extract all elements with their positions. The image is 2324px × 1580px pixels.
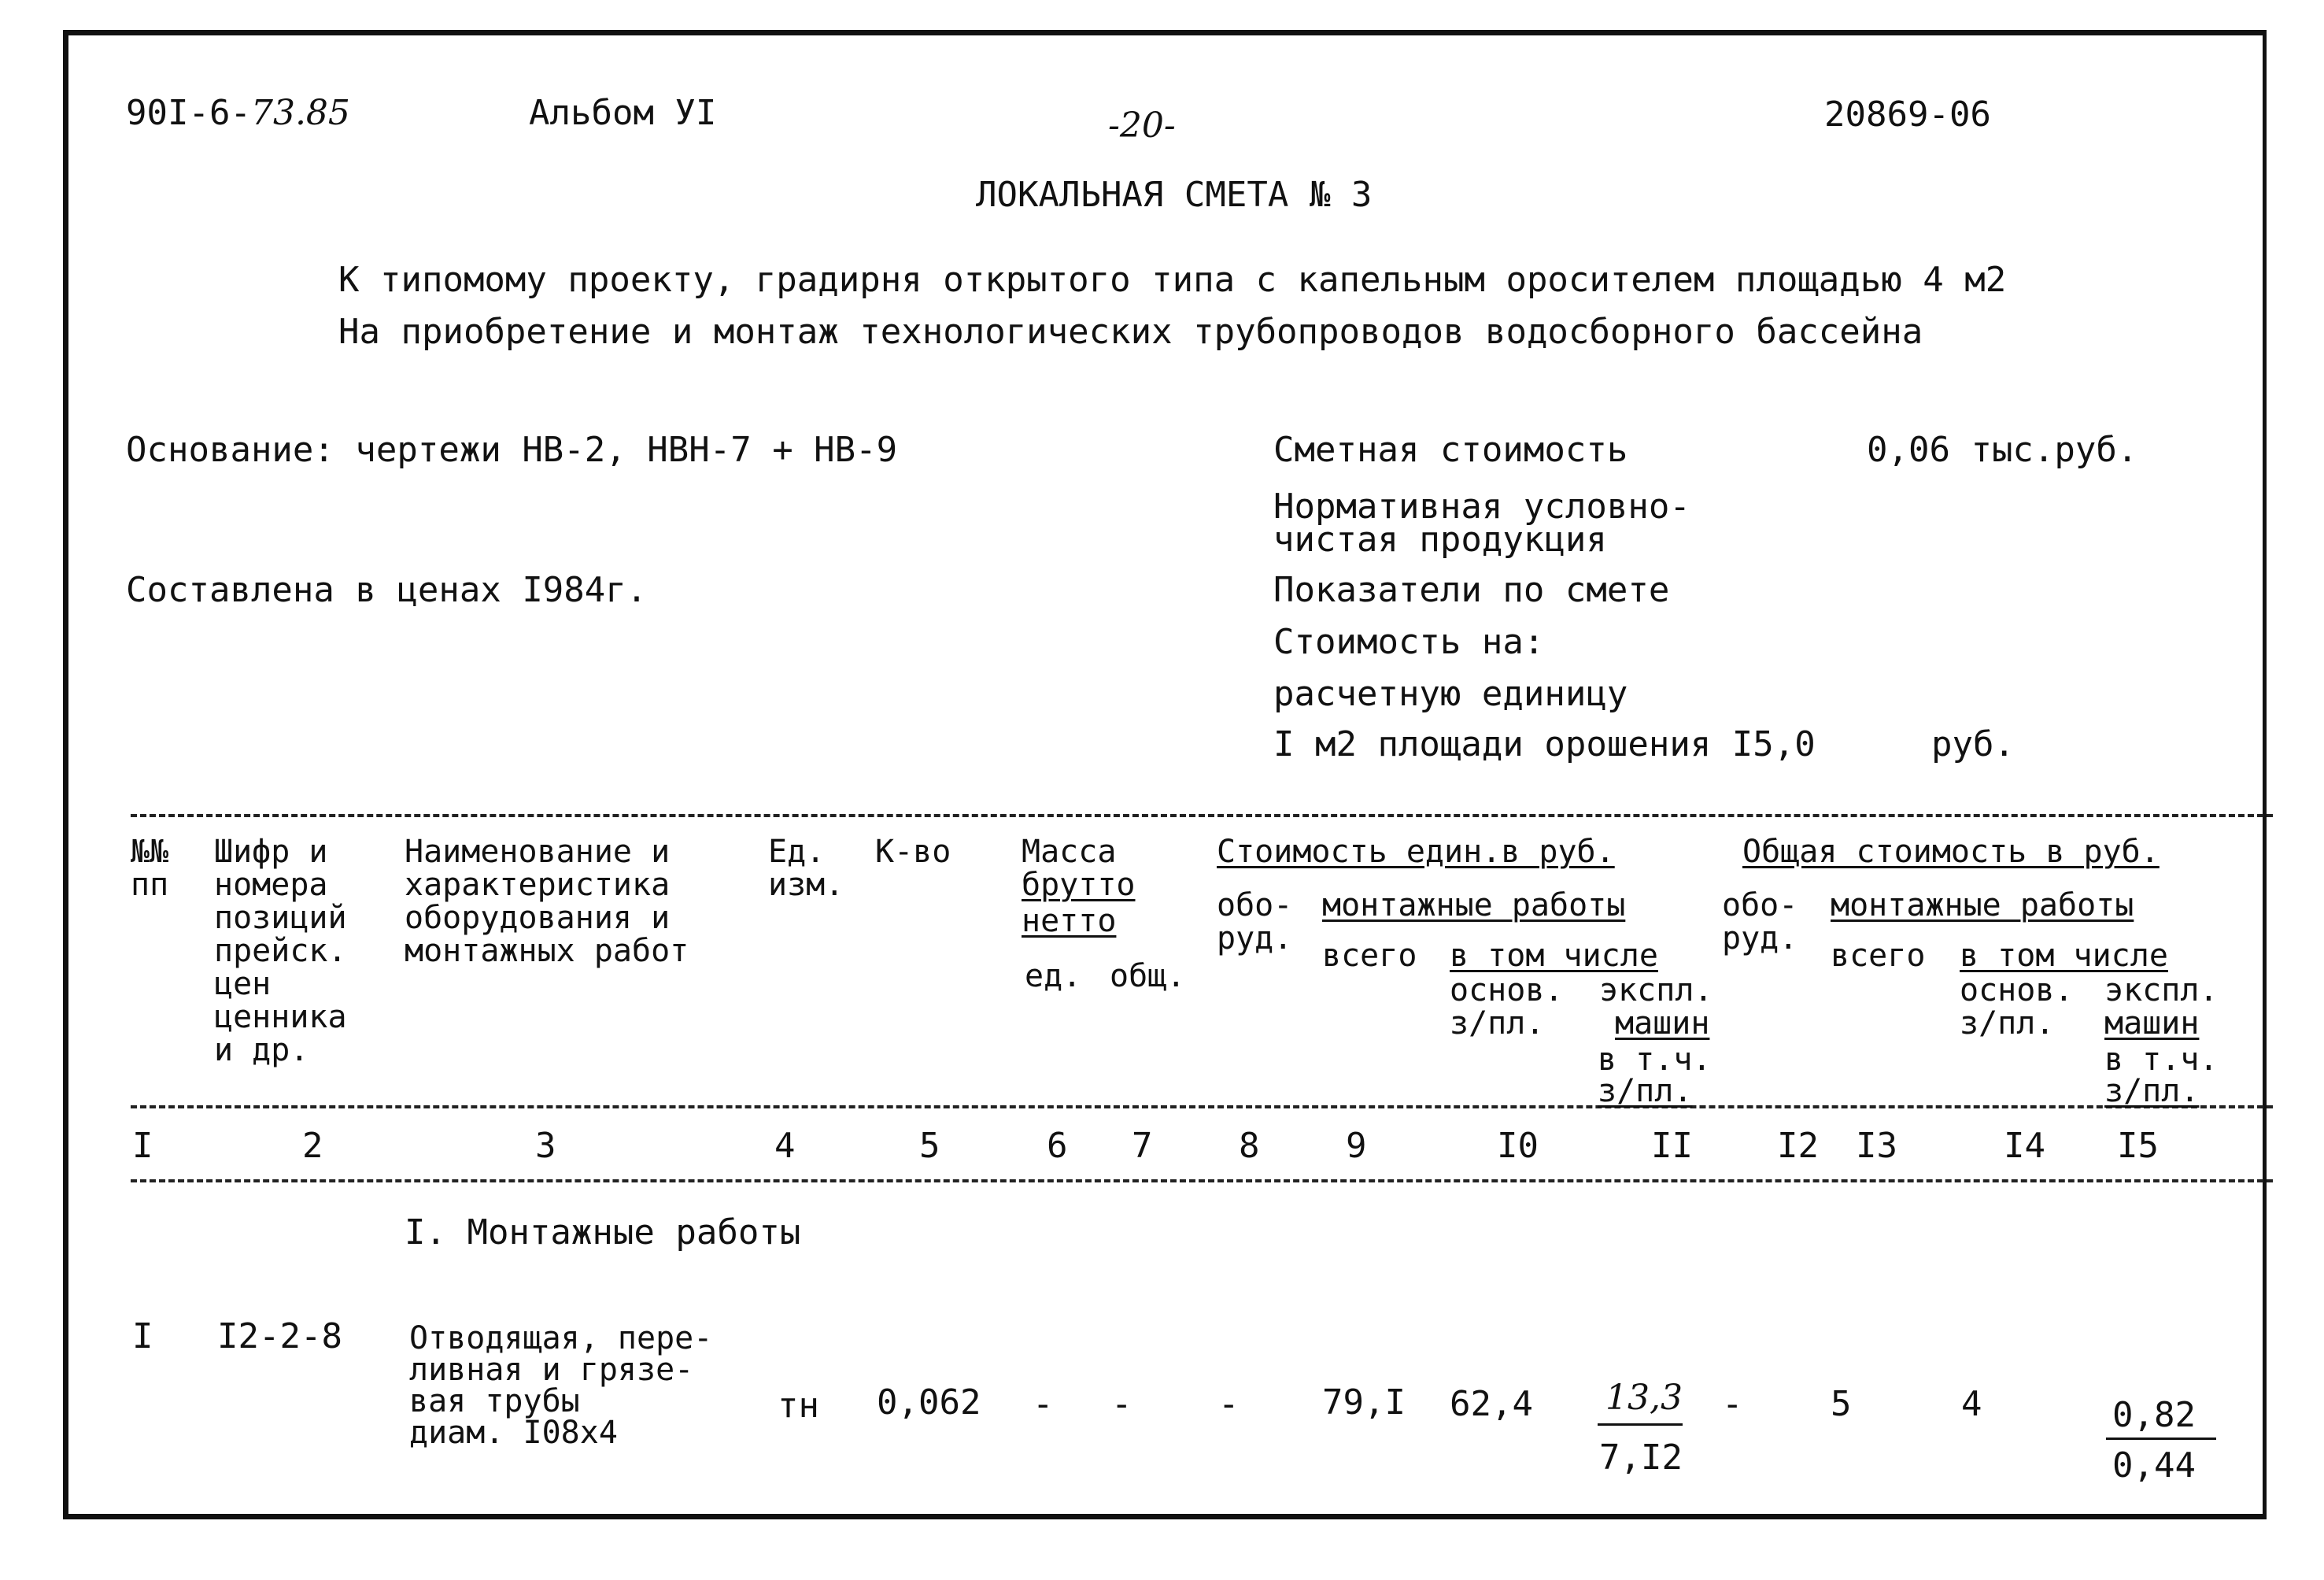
header-base-pay-1: основ. <box>1450 972 1564 1008</box>
column-number: 6 <box>1047 1126 1068 1166</box>
column-number: 9 <box>1346 1126 1367 1166</box>
column-numbers-rule <box>131 1179 2273 1182</box>
column-number: 8 <box>1239 1126 1260 1166</box>
header-base-pay-2b: з/пл. <box>1960 1005 2055 1042</box>
row-name-line: ливная и грязе- <box>409 1352 694 1388</box>
row-number: I <box>132 1316 153 1356</box>
header-equip-2b: руд. <box>1722 920 1798 957</box>
header-netto: нетто <box>1022 903 1117 939</box>
basis-text: Основание: чертежи НВ-2, НВН-7 + НВ-9 <box>126 430 898 470</box>
header-incl-pay-1: в т.ч. <box>1598 1042 1712 1078</box>
header-incl-pay-2b: з/пл. <box>2104 1073 2200 1109</box>
row-col-13: 5 <box>1831 1384 1852 1424</box>
row-unit: тн <box>778 1386 819 1426</box>
column-number: I0 <box>1497 1126 1539 1166</box>
area-label: I м2 площади орошения I5,0 <box>1273 724 1816 764</box>
header-mach-2: экспл. <box>2104 972 2219 1008</box>
row-code: I2-2-8 <box>217 1316 342 1356</box>
row-col-10: 62,4 <box>1450 1384 1533 1424</box>
row-col-14: 4 <box>1961 1384 1982 1424</box>
row-col-12: - <box>1722 1384 1743 1424</box>
normative-label-1: Нормативная условно- <box>1273 487 1690 527</box>
row-col-11-divider <box>1598 1423 1683 1426</box>
header-incl-pay-1b: з/пл. <box>1598 1073 1693 1109</box>
column-number: I5 <box>2117 1126 2159 1166</box>
header-bottom-rule <box>131 1105 2273 1108</box>
header-equip-1: обо- <box>1217 887 1293 923</box>
subtitle-line-1: К типомому проекту, градирня открытого типа с капельным оросителем площадью 4 м2 <box>338 260 2007 300</box>
indicators-label: Показатели по смете <box>1273 570 1670 610</box>
document-code: 90I-6-73.85 <box>126 93 350 133</box>
header-all-2: всего <box>1831 938 1926 974</box>
header-equip-1b: руд. <box>1217 920 1293 957</box>
column-number: 3 <box>535 1126 556 1166</box>
subtitle-line-2: На приобретение и монтаж технологических трубопроводов водосборного бассейна <box>338 312 1923 352</box>
row-col-7: - <box>1111 1384 1132 1424</box>
table-top-rule <box>131 814 2273 817</box>
row-name-line: вая трубы <box>409 1383 580 1419</box>
header-all-1: всего <box>1322 938 1417 974</box>
column-number: I4 <box>2004 1126 2045 1166</box>
header-base-pay-1b: з/пл. <box>1450 1005 1545 1042</box>
row-col-11-bottom: 7,I2 <box>1599 1438 1683 1478</box>
header-mount-2: монтажные работы <box>1831 887 2134 923</box>
normative-label-2: чистая продукция <box>1273 520 1607 560</box>
row-col-15-top: 0,82 <box>2112 1395 2196 1435</box>
row-quantity: 0,062 <box>877 1382 981 1423</box>
unit-label: расчетную единицу <box>1273 674 1628 714</box>
column-number: I <box>132 1126 153 1166</box>
header-base-pay-2: основ. <box>1960 972 2074 1008</box>
estimated-cost-value: 0,06 тыс.руб. <box>1867 430 2138 470</box>
cost-for-label: Стоимость на: <box>1273 622 1545 662</box>
page-frame <box>63 30 2267 1519</box>
header-mach-2b: машин <box>2104 1005 2200 1042</box>
header-mass-total: общ. <box>1110 958 1186 994</box>
header-mass: Масса <box>1022 834 1117 870</box>
album-label: Альбом УI <box>529 93 717 133</box>
row-col-9: 79,I <box>1322 1382 1406 1423</box>
header-col-5: К-во <box>875 834 951 870</box>
doc-number: 20869-06 <box>1824 94 1991 135</box>
header-mount-1: монтажные работы <box>1322 887 1626 923</box>
column-number: 4 <box>774 1126 796 1166</box>
area-unit: руб. <box>1931 724 2015 764</box>
row-col-8: - <box>1218 1384 1240 1424</box>
row-name-line: диам. I08x4 <box>409 1415 618 1451</box>
header-incl-1: в том числе <box>1450 938 1658 974</box>
column-number: 7 <box>1132 1126 1153 1166</box>
row-col-11-top: 13,3 <box>1605 1378 1683 1418</box>
column-number: I3 <box>1856 1126 1897 1166</box>
prices-text: Составлена в ценах I984г. <box>126 570 648 610</box>
column-number: II <box>1651 1126 1693 1166</box>
header-total-cost: Общая стоимость в руб. <box>1742 834 2160 870</box>
section-title: I. Монтажные работы <box>405 1212 801 1253</box>
column-number: 2 <box>302 1126 323 1166</box>
column-number: 5 <box>919 1126 940 1166</box>
estimated-cost-label: Сметная стоимость <box>1273 430 1628 470</box>
header-mach-1: экспл. <box>1599 972 1713 1008</box>
header-brutto: брутто <box>1022 867 1136 903</box>
header-incl-pay-2: в т.ч. <box>2104 1042 2219 1078</box>
column-number: I2 <box>1777 1126 1819 1166</box>
header-equip-2: обо- <box>1722 887 1798 923</box>
page-number: -20- <box>1108 105 1176 146</box>
row-col-15-divider <box>2106 1438 2216 1440</box>
row-name-line: Отводящая, пере- <box>409 1320 713 1356</box>
row-col-6: - <box>1033 1384 1054 1424</box>
row-col-15-bottom: 0,44 <box>2112 1445 2196 1486</box>
document-title: ЛОКАЛЬНАЯ СМЕТА № 3 <box>976 175 1373 215</box>
header-mach-1b: машин <box>1615 1005 1710 1042</box>
header-incl-2: в том числе <box>1960 938 2168 974</box>
header-mass-unit: ед. <box>1025 958 1082 994</box>
header-unit-cost: Стоимость един.в руб. <box>1217 834 1615 870</box>
